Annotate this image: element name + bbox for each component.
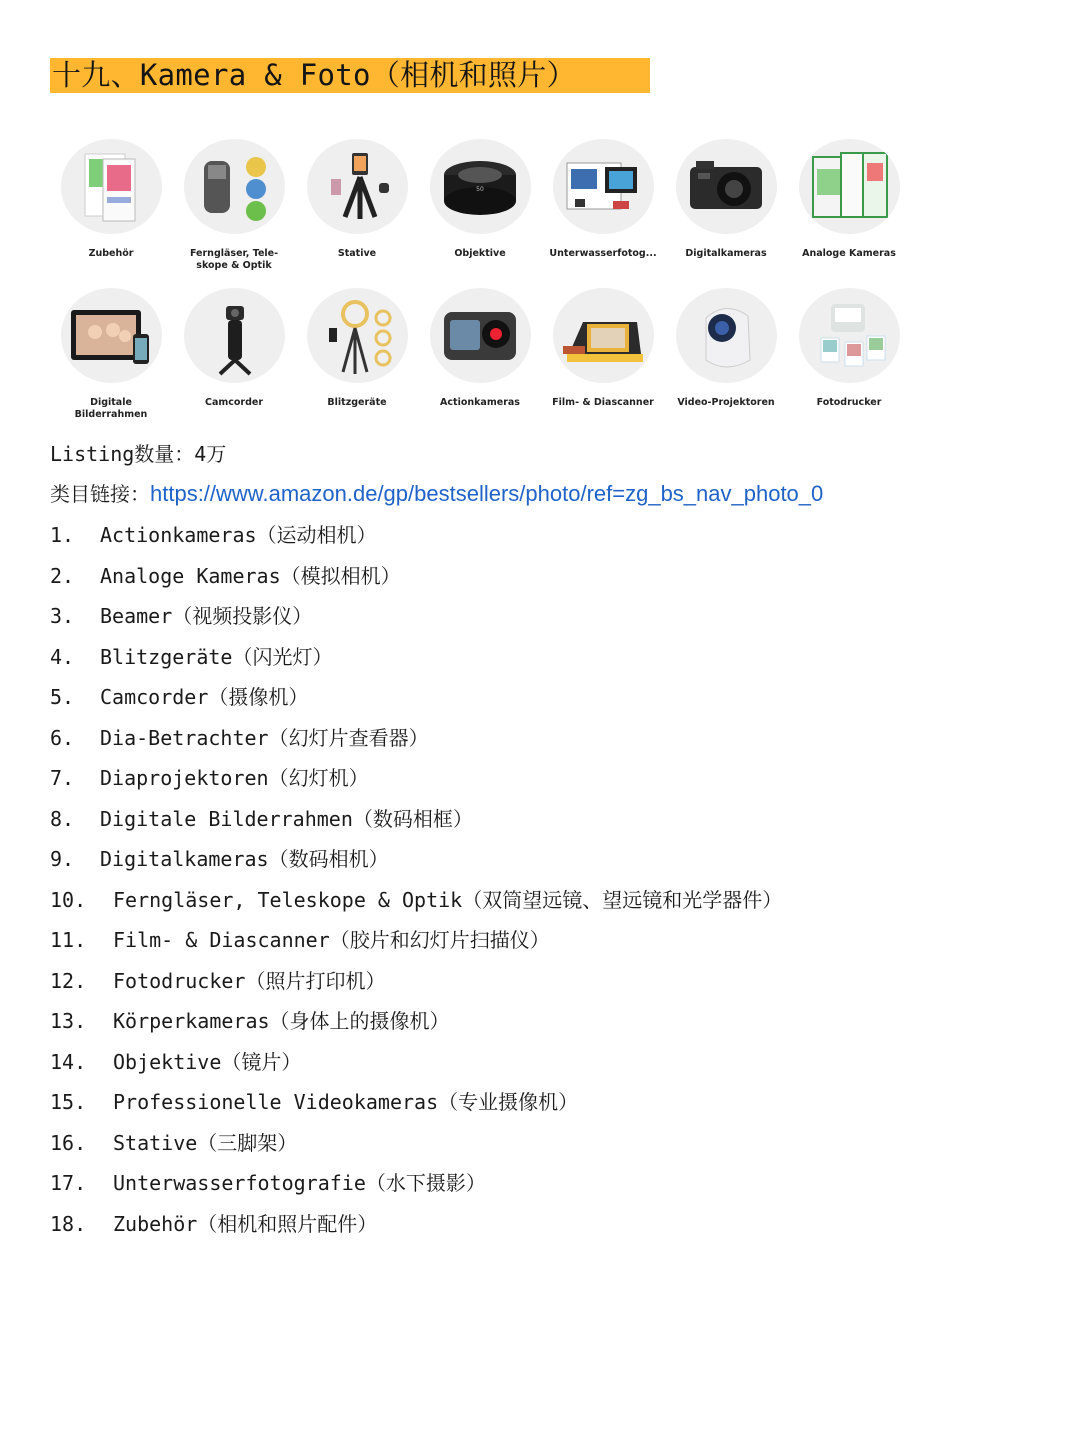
- list-item: [50, 682, 782, 723]
- list-item-text: Objektive（镜片）: [113, 1049, 302, 1074]
- list-item-number: 6.: [50, 725, 75, 750]
- list-item-number: 8.: [50, 806, 75, 831]
- list-item: [50, 1006, 782, 1047]
- list-item-text: Film- & Diascanner（胶片和幻灯片扫描仪）: [113, 928, 550, 952]
- action-cam-kit-icon: [553, 139, 654, 234]
- list-item-number: 3.: [50, 604, 75, 628]
- category-list: [50, 520, 782, 1249]
- category-link-label: 类目链接：: [50, 482, 150, 506]
- list-item-text: Zubehör（相机和照片配件）: [113, 1211, 378, 1236]
- microscope-lens-icon: [184, 139, 285, 234]
- list-item-text: Fotodrucker（照片打印机）: [113, 968, 386, 993]
- photo-printer-icon: [799, 288, 900, 383]
- list-item-text: Beamer（视频投影仪）: [100, 604, 313, 628]
- list-item-text: Digitale Bilderrahmen（数码相框）: [100, 806, 473, 831]
- category-label: Digitale Bilderrahmen: [74, 397, 148, 420]
- list-item-number: 10.: [50, 887, 87, 912]
- list-item-text: Körperkameras（身体上的摄像机）: [113, 1009, 450, 1033]
- list-item-number: 9.: [50, 847, 75, 871]
- category-label: Analoge Kameras: [802, 248, 896, 259]
- category-label: Ferngläser, Tele- skope & Optik: [189, 248, 279, 271]
- list-item-number: 13.: [50, 1009, 87, 1033]
- film-boxes-icon: [799, 139, 900, 234]
- listing-count: [50, 440, 226, 468]
- category-link-url[interactable]: https://www.amazon.de/gp/bestsellers/photo/ref=zg_bs_nav_photo_0: [150, 481, 824, 506]
- category-label: Zubehör: [88, 248, 134, 259]
- list-item: [50, 885, 782, 926]
- photo-frame-icon: [61, 288, 162, 383]
- section-title: 十九、Kamera & Foto（相机和照片）: [50, 58, 650, 93]
- list-item-number: 2.: [50, 563, 75, 588]
- ring-light-icon: [307, 288, 408, 383]
- list-item: [50, 1087, 782, 1128]
- list-item: [50, 642, 782, 683]
- list-item: [50, 1047, 782, 1088]
- mirrorless-camera-icon: [676, 139, 777, 234]
- category-label: Blitzgeräte: [327, 397, 387, 408]
- listing-count-label: Listing数量：: [50, 442, 195, 466]
- list-item-number: 1.: [50, 523, 75, 547]
- category-label: Actionkameras: [440, 397, 520, 408]
- action-camera-icon: [430, 288, 531, 383]
- list-item-number: 4.: [50, 644, 75, 669]
- list-item-text: Camcorder（摄像机）: [100, 685, 309, 709]
- list-item: [50, 723, 782, 764]
- list-item: [50, 520, 782, 561]
- category-label: Video-Projektoren: [677, 397, 775, 408]
- list-item-number: 15.: [50, 1090, 87, 1114]
- list-item-text: Unterwasserfotografie（水下摄影）: [113, 1171, 486, 1195]
- list-item-text: Diaprojektoren（幻灯机）: [100, 766, 369, 790]
- category-label: Digitalkameras: [685, 248, 767, 259]
- list-item-text: Professionelle Videokameras（专业摄像机）: [113, 1090, 579, 1114]
- gimbal-camera-icon: [184, 288, 285, 383]
- list-item-text: Stative（三脚架）: [113, 1130, 298, 1155]
- list-item: [50, 561, 782, 602]
- listing-count-value: 4万: [194, 442, 227, 466]
- list-item-text: Blitzgeräte（闪光灯）: [100, 644, 333, 669]
- list-item: [50, 763, 782, 804]
- category-grid: [50, 126, 920, 432]
- list-item: [50, 804, 782, 845]
- film-scanner-icon: [553, 288, 654, 383]
- list-item: [50, 925, 782, 966]
- list-item-number: 14.: [50, 1049, 87, 1074]
- tripod-icon: [307, 139, 408, 234]
- list-item-number: 17.: [50, 1171, 87, 1195]
- list-item-text: Analoge Kameras（模拟相机）: [100, 563, 401, 588]
- list-item: [50, 601, 782, 642]
- list-item: [50, 1168, 782, 1209]
- list-item-text: Digitalkameras（数码相机）: [100, 847, 389, 871]
- list-item: [50, 1209, 782, 1250]
- category-label: Unterwasserfotog...: [549, 248, 657, 259]
- svg-text:50: 50: [476, 186, 484, 193]
- list-item: [50, 844, 782, 885]
- category-label: Stative: [337, 248, 377, 259]
- instax-film-pack-icon: [61, 139, 162, 234]
- list-item-text: Dia-Betrachter（幻灯片查看器）: [100, 725, 429, 750]
- list-item-number: 7.: [50, 766, 75, 790]
- list-item-number: 5.: [50, 685, 75, 709]
- list-item-text: Ferngläser, Teleskope & Optik（双筒望远镜、望远镜和光学器件）: [113, 887, 783, 912]
- category-label: Film- & Diascanner: [552, 397, 654, 408]
- category-label: Fotodrucker: [816, 397, 882, 408]
- projector-icon: [676, 288, 777, 383]
- list-item-number: 16.: [50, 1130, 87, 1155]
- list-item-number: 11.: [50, 928, 87, 952]
- list-item-number: 12.: [50, 968, 87, 993]
- category-label: Camcorder: [204, 397, 264, 408]
- list-item-text: Actionkameras（运动相机）: [100, 523, 377, 547]
- list-item-number: 18.: [50, 1211, 87, 1236]
- category-label: Objektive: [454, 248, 506, 259]
- lens-icon: [430, 139, 531, 234]
- list-item: [50, 966, 782, 1007]
- category-link: [50, 480, 823, 508]
- list-item: [50, 1128, 782, 1169]
